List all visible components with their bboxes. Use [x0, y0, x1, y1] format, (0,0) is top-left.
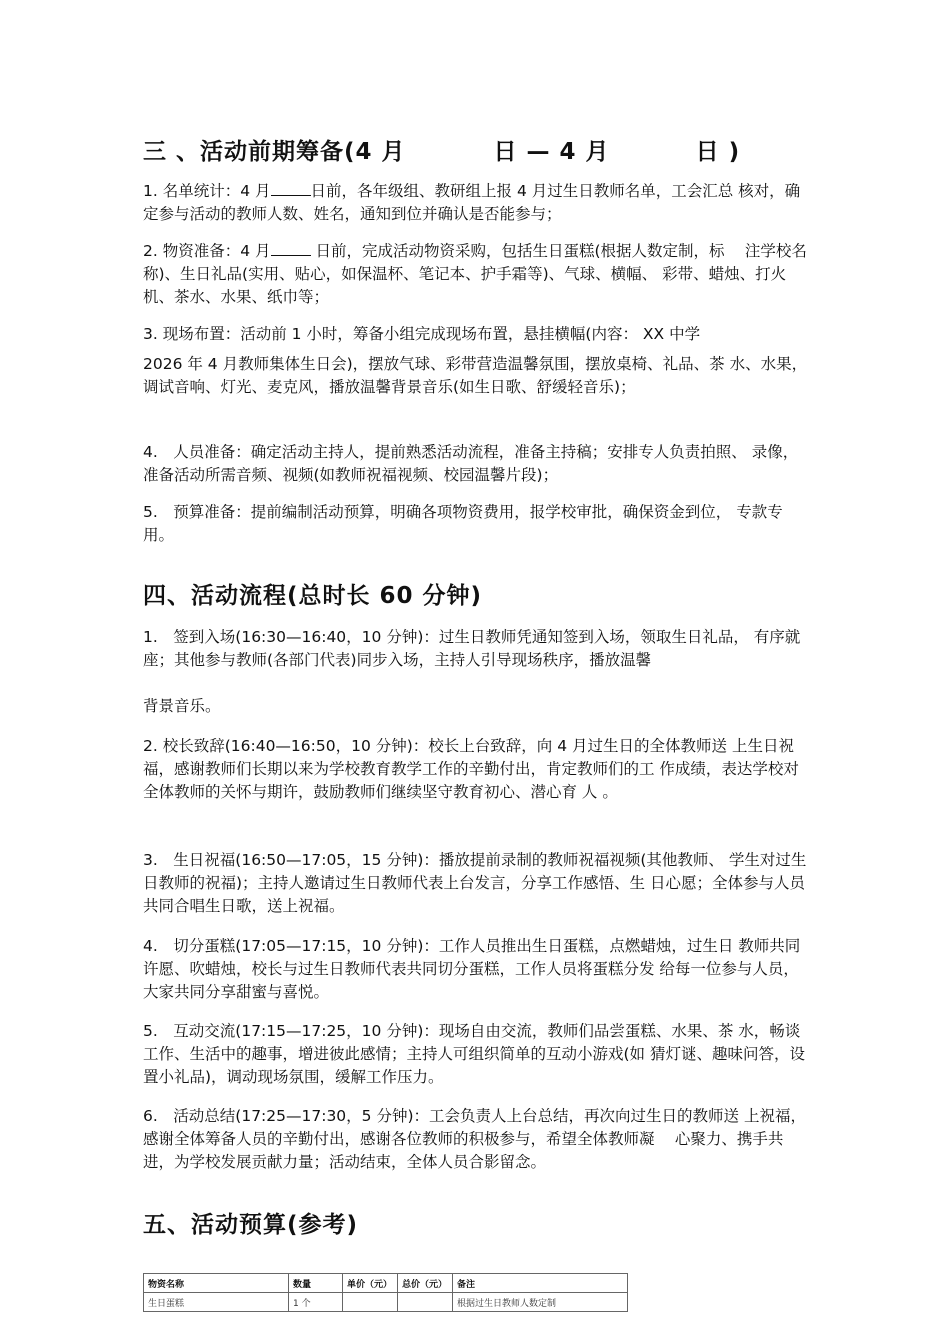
section-5-heading: 五、活动预算(参考) [143, 1212, 359, 1238]
section-3-title-part-1: 三 、活动前期筹备(4 月 [143, 139, 406, 165]
table-row [144, 1293, 628, 1312]
header-total-price: 总价（元） [398, 1274, 453, 1293]
header-remarks: 备注 [453, 1274, 628, 1293]
prep-item-2: 2. 物资准备：4 月 日前，完成活动物资采购，包括生日蛋糕(根据人数定制，标 注学校名称)、生日礼品(实用、贴心，如保温杯、笔记本、护手霜等)、气球、横幅、 彩带、蜡烛、打火机、茶水、水果、纸巾等； [143, 242, 807, 306]
budget-table [143, 1273, 628, 1312]
cell-quantity: 1 个 [289, 1293, 343, 1312]
flow-item-2: 2. 校长致辞(16:40—16:50，10 分钟)：校长上台致辞，向 4 月过生日的全体教师送 上生日祝福，感谢教师们长期以来为学校教育教学工作的辛勤付出，肯定教师们的工 作成绩，表达学校对全体教师的关怀与期许，鼓励教师们继续坚守教育初心、潜心育 人 。 [143, 737, 799, 801]
flow-item-6: 6. 活动总结(17:25—17:30，5 分钟)：工会负责人上台总结，再次向过生日的教师送 上祝福，感谢全体筹备人员的辛勤付出，感谢各位教师的积极参与，希望全体教师凝 心聚力、携手共进，为学校发展贡献力量；活动结束，全体人员合影留念。 [143, 1107, 806, 1171]
header-unit-price: 单价（元） [343, 1274, 398, 1293]
cell-item-name: 生日蛋糕 [144, 1293, 289, 1312]
flow-item-1: 1. 签到入场(16:30—16:40，10 分钟)：过生日教师凭通知签到入场，领取生日礼品， 有序就座；其他参与教师(各部门代表)同步入场，主持人引导现场秩序，播放温馨 [143, 628, 801, 669]
header-quantity: 数量 [289, 1274, 343, 1293]
cell-total-price [398, 1293, 453, 1312]
prep-item-5: 5. 预算准备：提前编制活动预算，明确各项物资费用，报学校审批，确保资金到位， 专款专用。 [143, 503, 783, 544]
date-blank [271, 243, 311, 256]
cell-unit-price [343, 1293, 398, 1312]
prep-item-3-cont: 2026 年 4 月教师集体生日会)，摆放气球、彩带营造温馨氛围，摆放桌椅、礼品、茶 水、水果，调试音响、灯光、麦克风，播放温馨背景音乐(如生日歌、舒缓轻音乐)； [143, 355, 808, 396]
prep-item-4: 4. 人员准备：确定活动主持人，提前熟悉活动流程，准备主持稿；安排专人负责拍照、 录像，准备活动所需音频、视频(如教师祝福视频、校园温馨片段)； [143, 443, 799, 484]
prep-item-3: 3. 现场布置：活动前 1 小时，筹备小组完成现场布置，悬挂横幅(内容： XX 中学 [143, 325, 701, 343]
section-3-heading [143, 133, 740, 166]
cell-remarks: 根据过生日教师人数定制 [453, 1293, 628, 1312]
flow-item-5: 5. 互动交流(17:15—17:25，10 分钟)：现场自由交流，教师们品尝蛋糕、水果、茶 水，畅谈工作、生活中的趣事，增进彼此感情；主持人可组织简单的互动小游戏(如 猜灯谜、趣味问答，设置小礼品)，调动现场氛围，缓解工作压力。 [143, 1022, 805, 1086]
section-4-heading: 四、活动流程(总时长 60 分钟) [143, 583, 483, 609]
header-item-name: 物资名称 [144, 1274, 289, 1293]
budget-table-header-row [144, 1274, 628, 1293]
date-blank [271, 183, 311, 196]
flow-item-1-cont: 背景音乐。 [143, 697, 221, 715]
section-3-title-part-3: 日 ) [695, 139, 741, 165]
section-3-title-part-2: 日 — 4 月 [493, 139, 610, 165]
flow-item-4: 4. 切分蛋糕(17:05—17:15，10 分钟)：工作人员推出生日蛋糕，点燃蜡烛，过生日 教师共同许愿、吹蜡烛，校长与过生日教师代表共同切分蛋糕，工作人员将蛋糕分发 给每一位参与人员，大家共同分享甜蜜与喜悦。 [143, 937, 801, 1001]
flow-item-3: 3. 生日祝福(16:50—17:05，15 分钟)：播放提前录制的教师祝福视频(其他教师、 学生对过生日教师的祝福)；主持人邀请过生日教师代表上台发言，分享工作感悟、生 日心愿；全体参与人员共同合唱生日歌，送上祝福。 [143, 851, 807, 915]
prep-item-1: 1. 名单统计：4 月 日前，各年级组、教研组上报 4 月过生日教师名单，工会汇总 核对，确定参与活动的教师人数、姓名，通知到位并确认是否能参与； [143, 182, 801, 223]
